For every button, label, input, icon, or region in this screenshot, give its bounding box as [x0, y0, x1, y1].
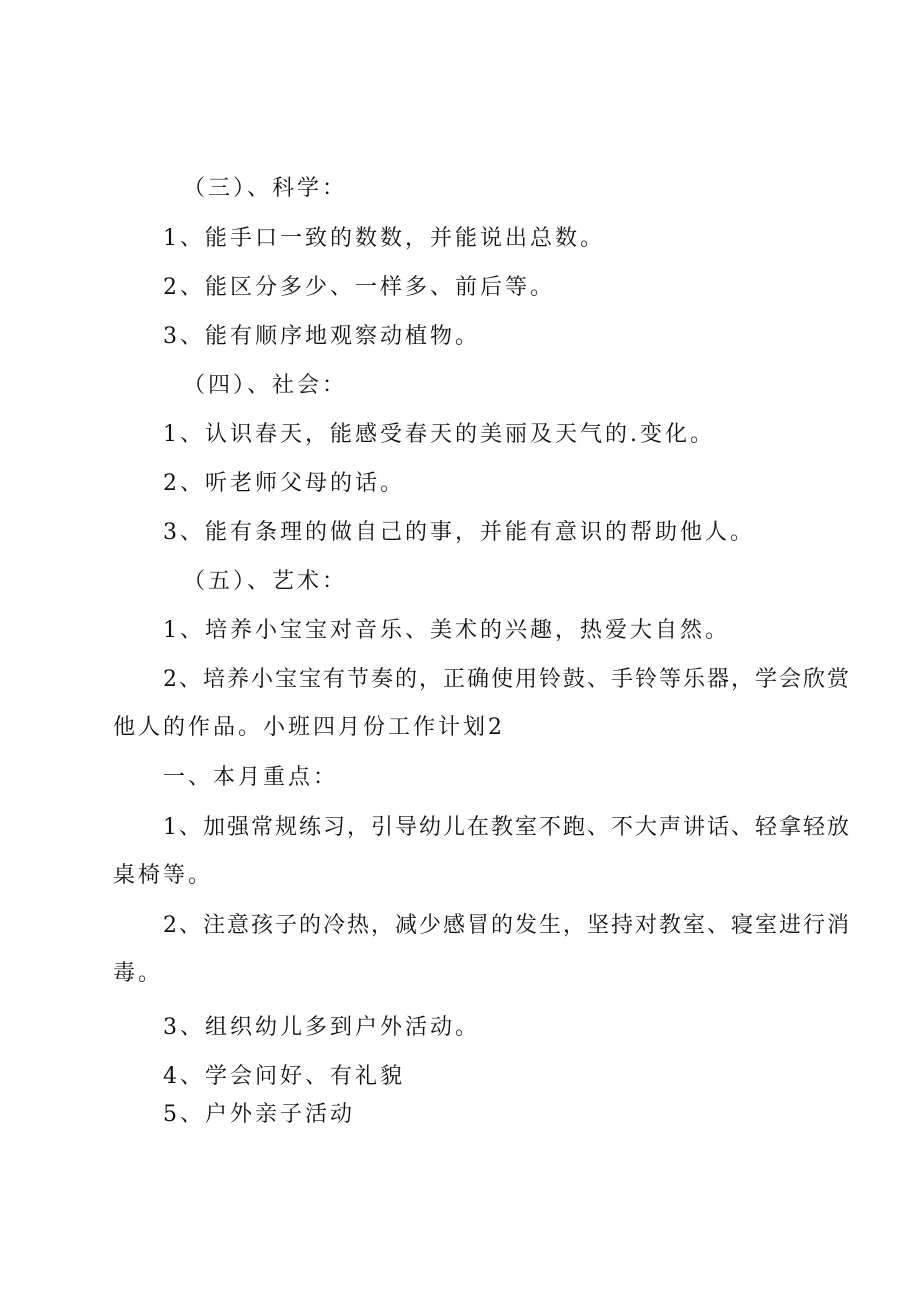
- paragraph-line: 1、能手口一致的数数，并能说出总数。: [163, 226, 605, 251]
- section-heading-art: （五）、艺术：: [183, 569, 348, 594]
- paragraph-line: 1、加强常规练习，引导幼儿在教室不跑、不大声讲话、轻拿轻放: [163, 815, 851, 840]
- paragraph-line: 他人的作品。小班四月份工作计划2: [113, 715, 505, 740]
- paragraph-line: 5、户外亲子活动: [163, 1102, 355, 1127]
- paragraph-line: 3、组织幼儿多到户外活动。: [163, 1015, 480, 1040]
- section-heading-focus: 一、本月重点：: [163, 765, 339, 790]
- paragraph-line: 桌椅等。: [113, 863, 214, 888]
- paragraph-line: 2、能区分多少、一样多、前后等。: [163, 275, 555, 300]
- paragraph-line: 1、认识春天，能感受春天的美丽及天气的.变化。: [163, 422, 715, 447]
- paragraph-line: 2、培养小宝宝有节奏的，正确使用铃鼓、手铃等乐器，学会欣赏: [163, 667, 851, 692]
- section-heading-society: （四）、社会：: [183, 373, 348, 398]
- paragraph-line: 1、培养小宝宝对音乐、美术的兴趣，热爱大自然。: [163, 618, 730, 643]
- paragraph-line: 2、注意孩子的冷热，减少感冒的发生，坚持对教室、寝室进行消: [163, 913, 851, 938]
- paragraph-line: 毒。: [113, 961, 164, 986]
- paragraph-line: 3、能有顺序地观察动植物。: [163, 324, 480, 349]
- paragraph-line: 3、能有条理的做自己的事，并能有意识的帮助他人。: [163, 520, 755, 545]
- section-heading-science: （三）、科学：: [183, 176, 348, 201]
- paragraph-line: 2、听老师父母的话。: [163, 471, 405, 496]
- paragraph-line: 4、学会问好、有礼貌: [163, 1064, 405, 1089]
